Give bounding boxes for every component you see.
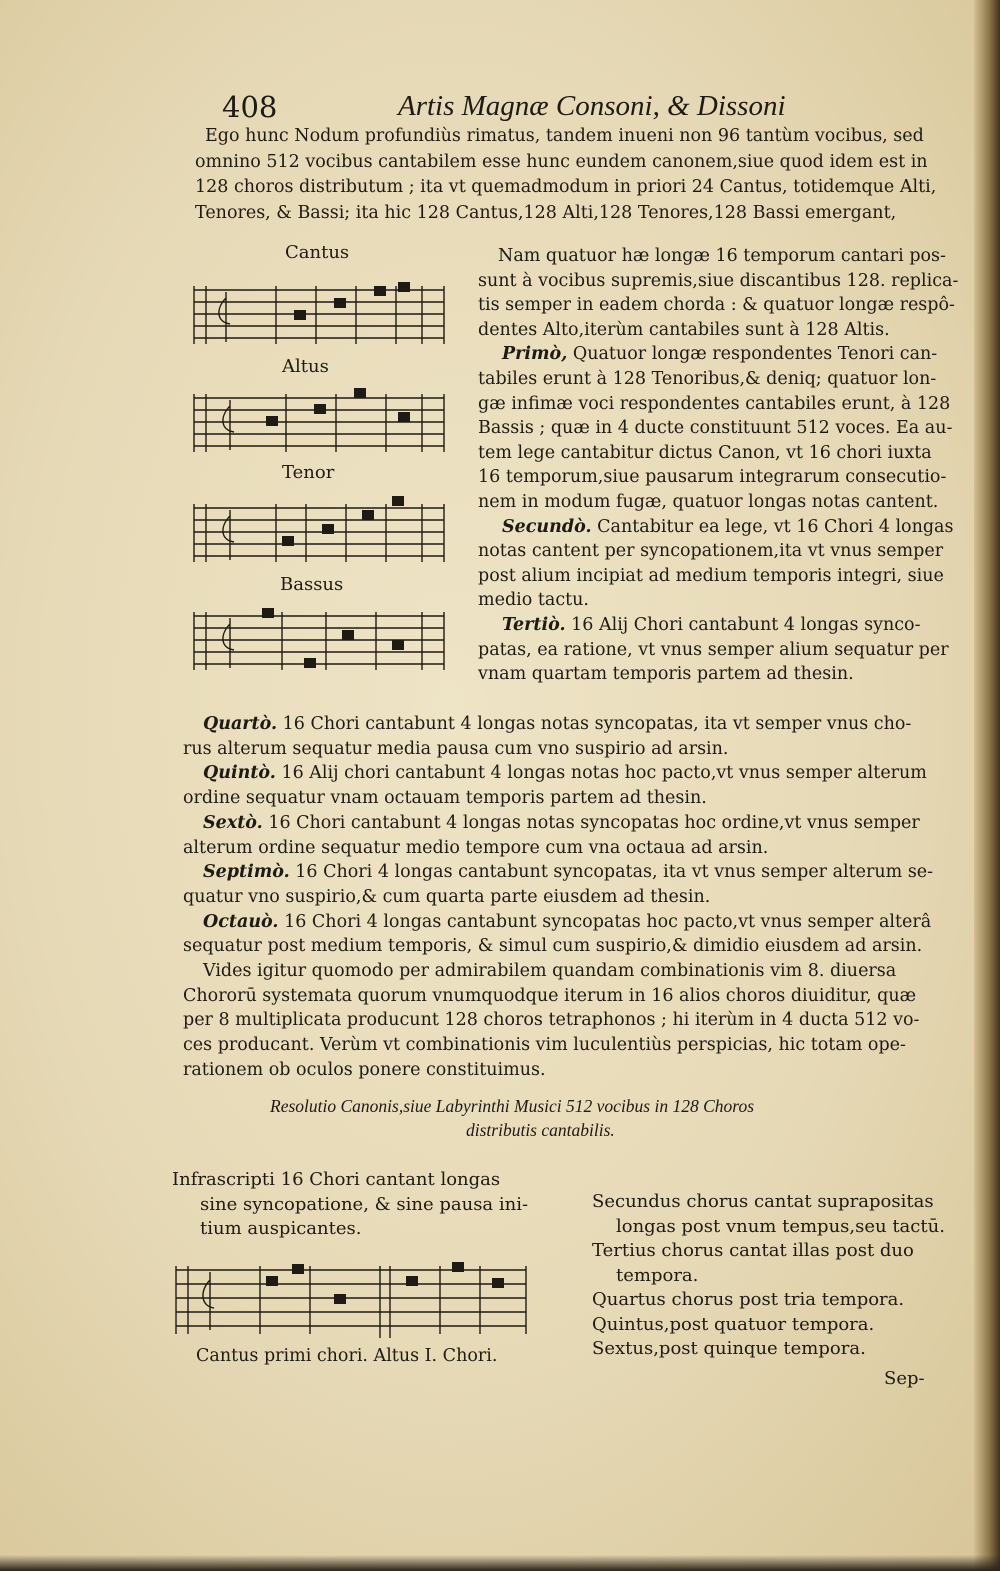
- line-text: Quatuor longæ respondentes Tenori can-: [567, 344, 938, 365]
- text-line: [203, 959, 896, 983]
- line-text: quatur vno suspirio,& cum quarta parte eiusdem ad thesin.: [183, 886, 711, 907]
- text-line: [502, 342, 937, 366]
- text-line: [498, 244, 946, 268]
- text-line: [183, 737, 728, 761]
- text-line: [183, 1033, 906, 1057]
- line-text: post alium incipiat ad medium temporis integri, siue: [478, 565, 944, 586]
- text-line: [183, 934, 922, 958]
- example-caption: Cantus primi chori. Altus I. Chori.: [196, 1346, 498, 1366]
- text-line: [478, 588, 589, 612]
- line-text: Secundus chorus cantat suprapositas: [592, 1191, 934, 1212]
- line-text: 16 Chori 4 longas cantabunt syncopatas hoc pacto,vt vnus semper alterâ: [278, 911, 932, 932]
- line-text: Nam quatuor hæ longæ 16 temporum cantari pos-: [498, 246, 946, 266]
- text-line: [478, 269, 958, 293]
- running-head: Artis Magnæ Consoni, & Dissoni: [398, 90, 786, 122]
- text-line: [203, 910, 931, 934]
- text-line: [478, 392, 950, 416]
- line-text: Cantabitur ea lege, vt 16 Chori 4 longas: [591, 516, 954, 537]
- text-line: [195, 175, 936, 199]
- line-text: Ego hunc Nodum profundiùs rimatus, tandem inueni non 96 tantùm vocibus, sed: [205, 126, 924, 146]
- line-text: 16 Chori cantabunt 4 longas notas syncopatas hoc ordine,vt vnus semper: [262, 812, 920, 833]
- line-text: Tenores, & Bassi; ita hic 128 Cantus,128 Alti,128 Tenores,128 Bassi emergant,: [195, 202, 897, 223]
- line-text: alterum ordine sequatur medio tempore cum vna octaua ad arsin.: [183, 837, 769, 858]
- paragraph-lead: Septimò.: [203, 862, 290, 883]
- line-text: sunt à vocibus supremis,siue discantibus 128. replica-: [478, 270, 959, 291]
- text-line: [478, 318, 890, 342]
- staff-tenor: [186, 496, 448, 568]
- text-line: [183, 1058, 546, 1082]
- line-text: 16 temporum,siue pausarum integrarum consecutio-: [478, 467, 947, 488]
- text-line: [478, 416, 952, 440]
- staff-altus: [186, 386, 448, 458]
- line-text: dentes Alto,iterùm cantabiles sunt à 128 Altis.: [478, 319, 890, 340]
- text-line: [592, 1337, 866, 1361]
- line-text: 128 choros distributum ; ita vt quemadmodum in priori 24 Cantus, totidemque Alti,: [195, 177, 937, 197]
- text-line: [592, 1190, 934, 1214]
- text-line: [478, 490, 938, 514]
- text-line: [203, 761, 927, 785]
- line-text: nem in modum fugæ, quatuor longas notas cantent.: [478, 492, 939, 512]
- page-number: 408: [222, 90, 278, 124]
- line-text: tempora.: [616, 1264, 699, 1286]
- text-line: [592, 1288, 904, 1312]
- text-line: [502, 515, 953, 539]
- text-line: [172, 1168, 500, 1192]
- text-line: [478, 539, 943, 563]
- voice-label-tenor: Tenor: [282, 462, 335, 483]
- line-text: Bassis ; quæ in 4 ducte constituunt 512 voces. Ea au-: [478, 418, 953, 439]
- example-staff: [170, 1258, 532, 1340]
- page-bottom-shadow: [0, 1555, 1000, 1571]
- line-text: Infrascripti 16 Chori cantant longas: [172, 1169, 501, 1190]
- line-text: longas post vnum tempus,seu tactū.: [616, 1215, 945, 1237]
- line-text: ordine sequatur vnam octauam temporis partem ad thesin.: [183, 788, 707, 809]
- line-text: per 8 multiplicata producunt 128 choros tetraphonos ; hi iterùm in 4 ducta 512 vo-: [183, 1010, 920, 1031]
- line-text: Tertius chorus cantat illas post duo: [592, 1240, 914, 1261]
- text-line: [616, 1264, 698, 1288]
- voice-label-altus: Altus: [282, 356, 329, 377]
- line-text: omnino 512 vocibus cantabilem esse hunc eundem canonem,siue quod idem est in: [195, 151, 928, 172]
- line-text: Quartus chorus post tria tempora.: [592, 1289, 905, 1310]
- line-text: 16 Chori cantabunt 4 longas notas syncopatas, ita vt semper vnus cho-: [277, 714, 912, 734]
- line-text: 16 Alij chori cantabunt 4 longas notas hoc pacto,vt vnus semper alterum: [275, 763, 927, 784]
- text-line: [478, 367, 936, 391]
- line-text: Vides igitur quomodo per admirabilem quandam combinationis vim 8. diuersa: [203, 961, 897, 981]
- line-text: Quintus,post quatuor tempora.: [592, 1313, 875, 1335]
- text-line: [203, 860, 933, 884]
- line-text: 16 Chori 4 longas cantabunt syncopatas, ita vt vnus semper alterum se-: [289, 862, 934, 883]
- line-text: Chororū systemata quorum vnumquodque iterum in 16 alios choros diuiditur, quæ: [183, 985, 917, 1006]
- text-line: [592, 1239, 914, 1263]
- voice-label-bassus: Bassus: [280, 574, 344, 595]
- line-text: rus alterum sequatur media pausa cum vno suspirio ad arsin.: [183, 738, 729, 759]
- line-text: Sextus,post quinque tempora.: [592, 1338, 866, 1359]
- line-text: patas, ea ratione, vt vnus semper alium sequatur per: [478, 639, 949, 660]
- text-line: [205, 124, 924, 148]
- paragraph-lead: Tertiò.: [502, 615, 566, 635]
- text-line: [203, 811, 920, 835]
- line-text: gæ infimæ voci respondentes cantabiles erunt, à 128: [478, 393, 951, 414]
- text-line: [478, 564, 944, 588]
- line-text: rationem ob oculos ponere constituimus.: [183, 1059, 546, 1080]
- line-text: tem lege cantabitur dictus Canon, vt 16 chori iuxta: [478, 442, 932, 463]
- catchword: Sep-: [884, 1368, 925, 1389]
- text-line: [200, 1217, 361, 1241]
- text-line: [478, 293, 955, 317]
- section-title-line1: Resolutio Canonis,siue Labyrinthi Musici 512 vocibus in 128 Choros: [270, 1096, 755, 1116]
- line-text: sine syncopatione, & sine pausa ini-: [200, 1193, 529, 1215]
- text-line: [195, 150, 928, 174]
- line-text: 16 Alij Chori cantabunt 4 longas synco-: [565, 615, 921, 635]
- line-text: medio tactu.: [478, 590, 589, 611]
- text-line: [478, 465, 946, 489]
- text-line: [616, 1215, 945, 1239]
- line-text: tium auspicantes.: [200, 1218, 362, 1239]
- text-line: [183, 984, 916, 1008]
- text-line: [183, 836, 768, 860]
- line-text: notas cantent per syncopationem,ita vt vnus semper: [478, 541, 944, 562]
- text-line: [200, 1193, 528, 1217]
- page-edge-shadow: [974, 0, 1000, 1571]
- text-line: [502, 613, 920, 637]
- section-title-line2: distributis cantabilis.: [466, 1120, 615, 1140]
- paragraph-lead: Quartò.: [203, 714, 278, 734]
- staff-bassus: [186, 604, 448, 676]
- text-line: [592, 1313, 874, 1337]
- line-text: ces producant. Verùm vt combinationis vim luculentiùs perspicias, hic totam ope-: [183, 1035, 906, 1056]
- line-text: sequatur post medium temporis, & simul cum suspirio,& dimidio eiusdem ad arsin.: [183, 936, 923, 957]
- staff-cantus: [186, 278, 448, 350]
- text-line: [183, 885, 710, 909]
- paragraph-lead: Secundò.: [502, 516, 592, 537]
- paragraph-lead: Octauò.: [203, 911, 279, 932]
- text-line: [478, 638, 949, 662]
- text-line: [183, 786, 707, 810]
- line-text: tabiles erunt à 128 Tenoribus,& deniq; quatuor lon-: [478, 369, 937, 389]
- paragraph-lead: Sextò.: [203, 812, 263, 833]
- text-line: [183, 1008, 919, 1032]
- voice-label-cantus: Cantus: [285, 242, 350, 263]
- text-line: [203, 712, 911, 736]
- paragraph-lead: Primò,: [502, 344, 568, 365]
- text-line: [478, 662, 854, 686]
- text-line: [478, 441, 932, 465]
- paragraph-lead: Quintò.: [203, 763, 276, 784]
- text-line: [195, 201, 896, 225]
- line-text: tis semper in eadem chorda : & quatuor longæ respô-: [478, 295, 955, 316]
- line-text: vnam quartam temporis partem ad thesin.: [478, 664, 854, 685]
